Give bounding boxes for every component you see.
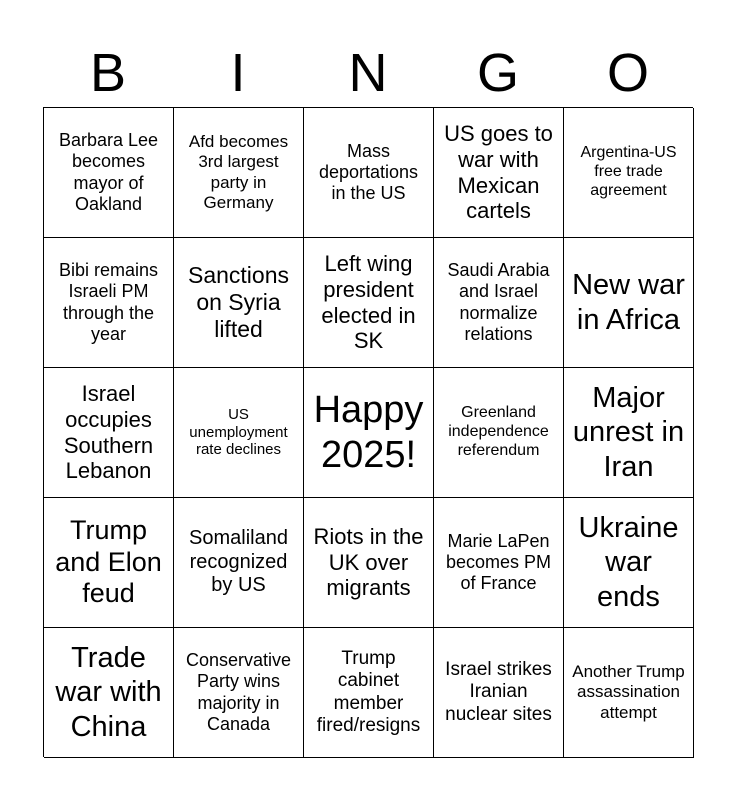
bingo-cell[interactable] xyxy=(434,108,564,238)
bingo-cell[interactable] xyxy=(304,628,434,758)
header-letter-o: O xyxy=(606,43,649,103)
header-letter-b: B xyxy=(89,43,127,103)
bingo-cell[interactable] xyxy=(434,498,564,628)
cell-text: Marie LaPen becomes PM of France xyxy=(445,530,552,594)
header-letter-i: I xyxy=(230,43,246,103)
cell-text: Conservative Party wins majority in Canada xyxy=(185,650,292,734)
cell-text: Saudi Arabia and Israel normalize relations xyxy=(447,260,550,344)
cell-text: Israel occupies Southern Lebanon xyxy=(63,380,154,484)
bingo-cell[interactable] xyxy=(44,628,174,758)
bingo-cell[interactable] xyxy=(174,238,304,368)
cell-text: Mass deportations in the US xyxy=(318,140,419,204)
bingo-cell[interactable] xyxy=(564,498,694,628)
cell-text: US goes to war with Mexican cartels xyxy=(444,120,553,224)
bingo-cell[interactable] xyxy=(44,498,174,628)
cell-text: Argentina-US free trade agreement xyxy=(580,144,677,199)
bingo-cell[interactable] xyxy=(564,238,694,368)
bingo-cell[interactable] xyxy=(434,368,564,498)
bingo-cell[interactable] xyxy=(564,108,694,238)
bingo-cell[interactable] xyxy=(304,368,434,498)
bingo-cell[interactable] xyxy=(174,498,304,628)
bingo-cell[interactable] xyxy=(564,368,694,498)
bingo-cell[interactable] xyxy=(434,238,564,368)
cell-text: New war in Africa xyxy=(572,269,685,336)
cell-text: Somaliland recognized by US xyxy=(189,527,288,597)
cell-text: Trump and Elon feud xyxy=(55,514,162,609)
cell-text: Bibi remains Israeli PM through the year xyxy=(58,260,159,344)
bingo-cell[interactable] xyxy=(174,628,304,758)
cell-text: Ukraine war ends xyxy=(578,512,679,613)
bingo-cell[interactable] xyxy=(564,628,694,758)
bingo-header xyxy=(43,38,693,108)
cell-text: Trade war with China xyxy=(55,642,162,743)
bingo-cell[interactable] xyxy=(174,368,304,498)
bingo-cell[interactable] xyxy=(44,368,174,498)
cell-text: Riots in the UK over migrants xyxy=(313,523,424,601)
bingo-cell[interactable] xyxy=(434,628,564,758)
cell-text: Barbara Lee becomes mayor of Oakland xyxy=(58,130,159,214)
bingo-cell[interactable] xyxy=(44,238,174,368)
cell-text: Israel strikes Iranian nuclear sites xyxy=(445,658,552,725)
cell-text: Another Trump assassination attempt xyxy=(572,662,685,722)
header-letter-n: N xyxy=(348,43,388,103)
bingo-grid xyxy=(43,107,693,757)
cell-text: Sanctions on Syria lifted xyxy=(187,261,289,343)
bingo-cell[interactable] xyxy=(44,108,174,238)
cell-text: Major unrest in Iran xyxy=(572,382,685,483)
cell-text: Left wing president elected in SK xyxy=(321,250,416,354)
cell-text: US unemployment rate declines xyxy=(189,405,288,459)
bingo-cell[interactable] xyxy=(304,498,434,628)
header-letter-g: G xyxy=(476,43,519,103)
cell-text: Trump cabinet member fired/resigns xyxy=(316,647,421,736)
cell-text: Happy 2025! xyxy=(313,388,424,476)
bingo-cell[interactable] xyxy=(304,108,434,238)
cell-text: Afd becomes 3rd largest party in Germany xyxy=(188,132,289,212)
cell-text: Greenland independence referendum xyxy=(448,404,549,459)
bingo-cell[interactable] xyxy=(304,238,434,368)
bingo-cell[interactable] xyxy=(174,108,304,238)
